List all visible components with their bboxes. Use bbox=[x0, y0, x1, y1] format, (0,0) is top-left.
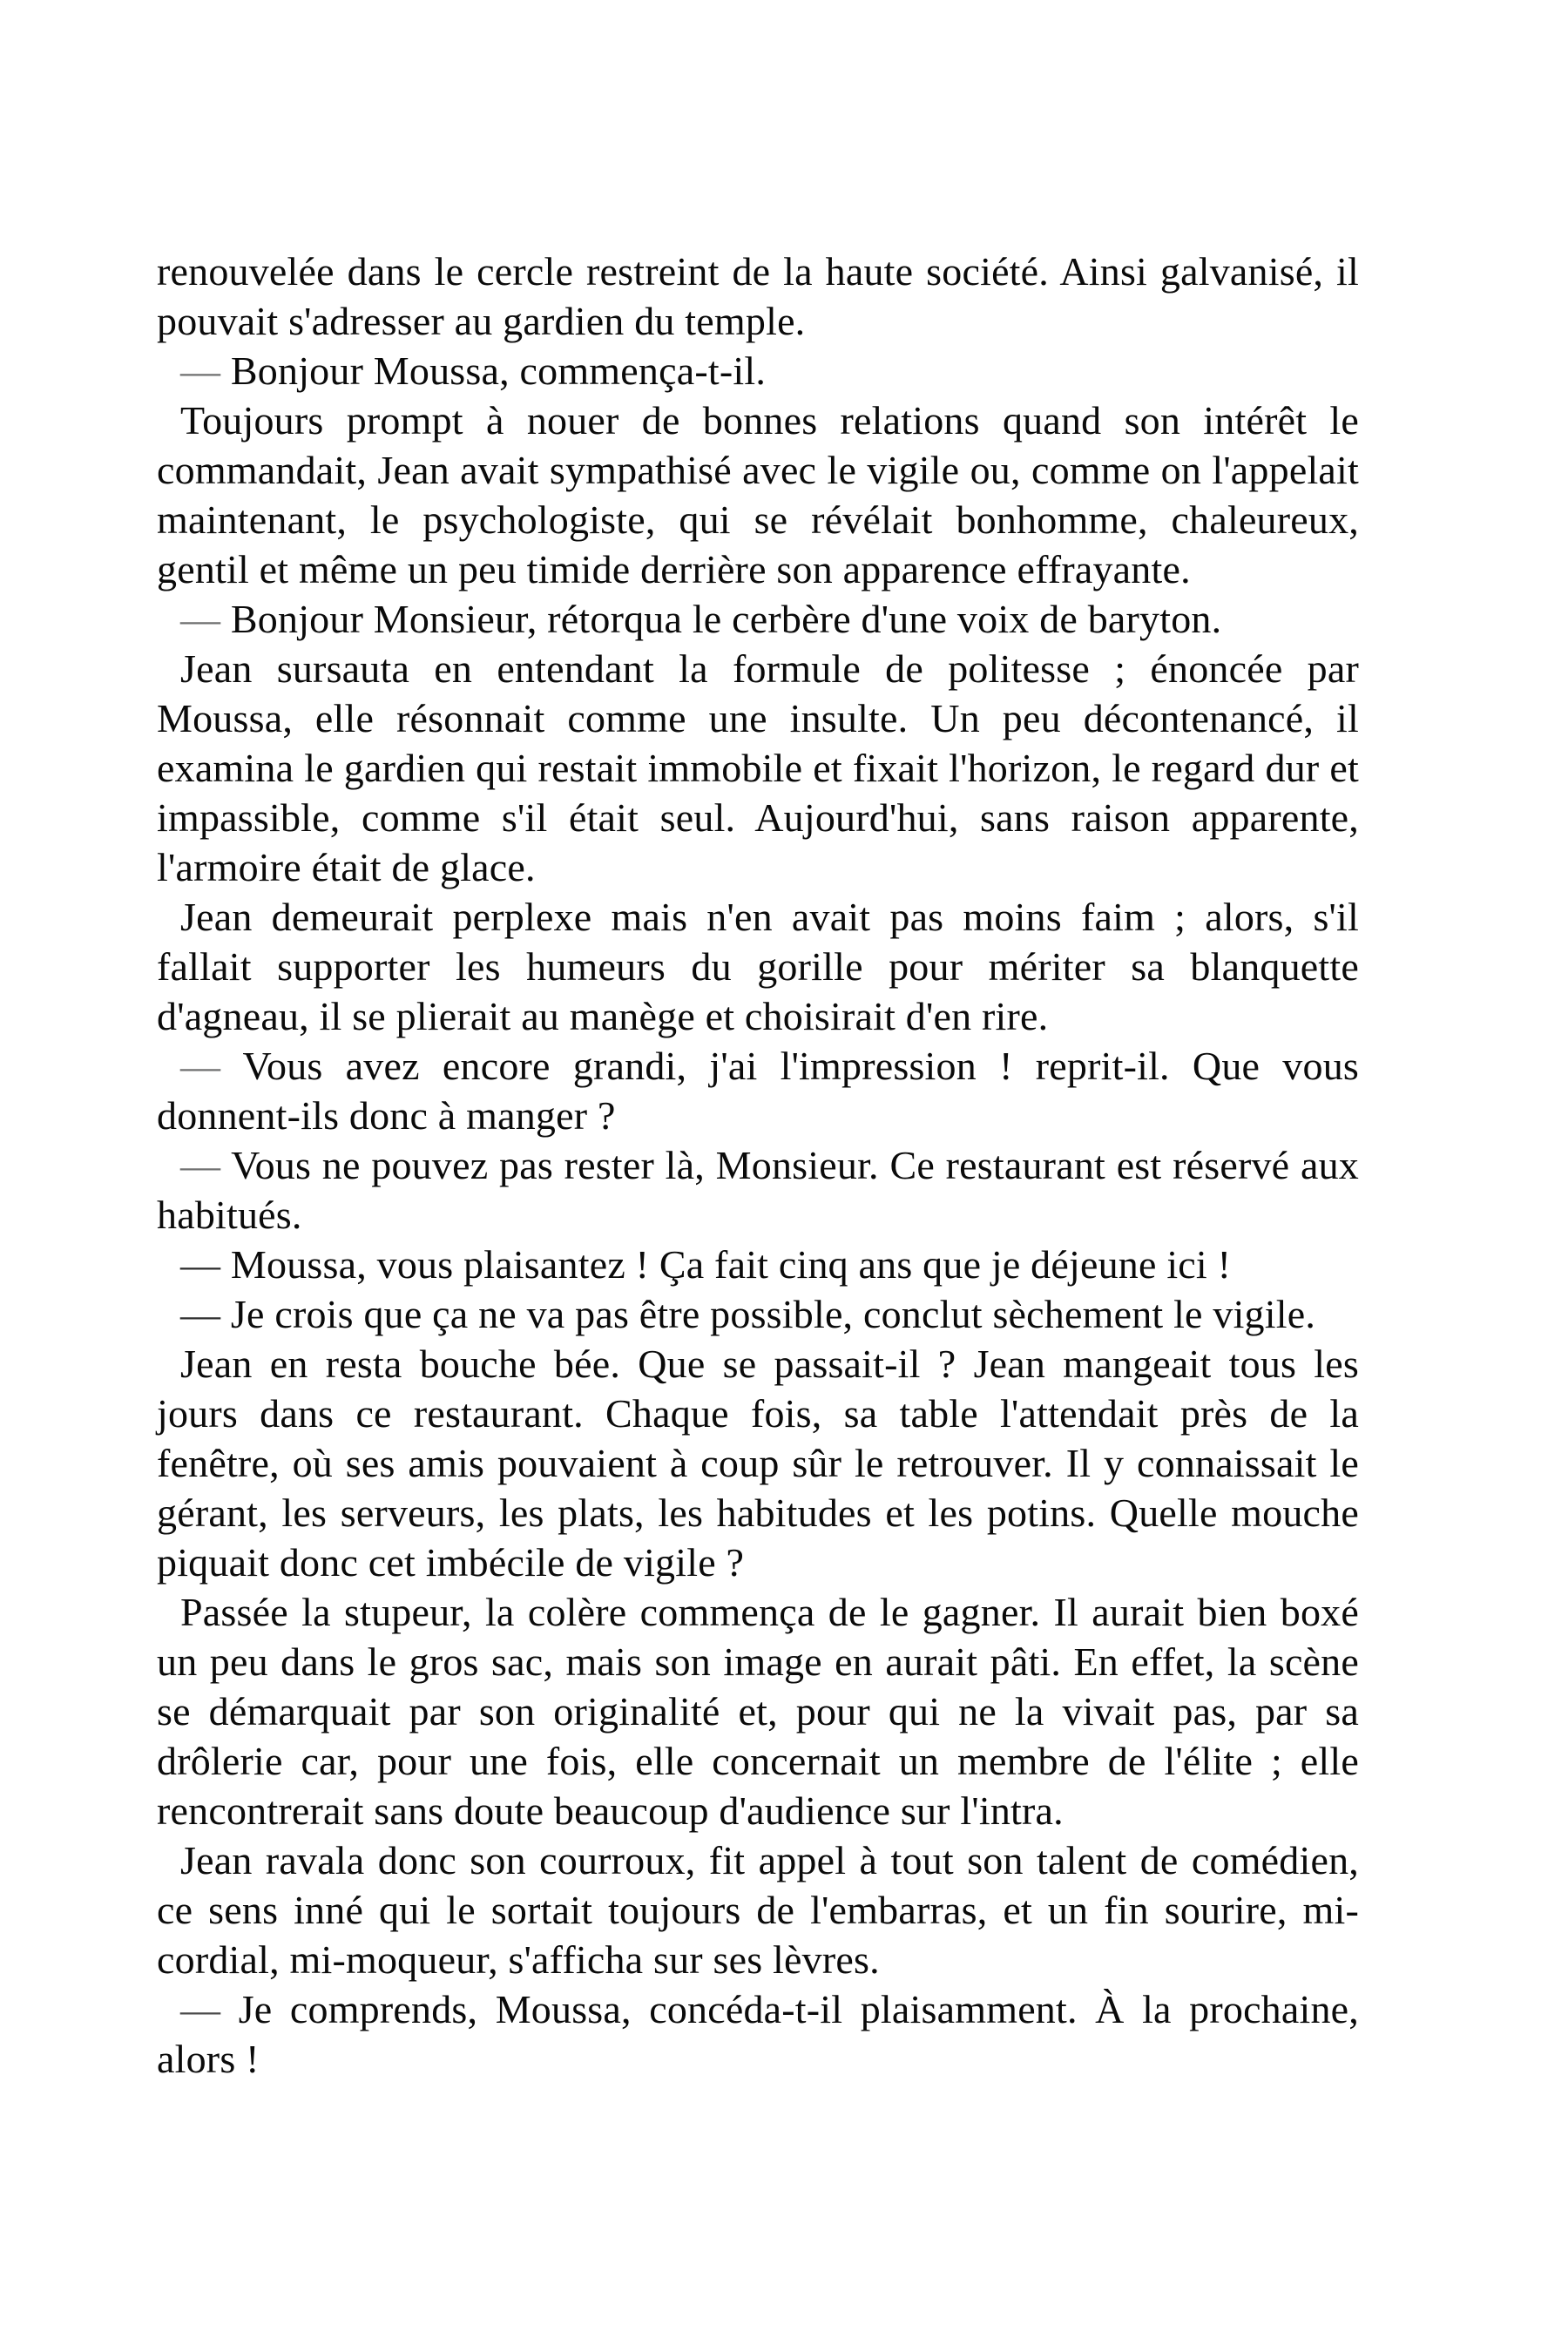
body-text bbox=[157, 247, 1359, 2084]
paragraph-text: Toujours prompt à nouer de bonnes relations quand son intérêt le commandait, Jean avait sympathisé avec le vigile ou, comme on l'appelait maintenant, le psychologiste, qui se révélait bonhomme, chaleureux, gentil et même un peu timide derrière son apparence effrayante. bbox=[157, 398, 1359, 591]
narrative-paragraph bbox=[157, 1587, 1359, 1835]
dialogue-paragraph bbox=[157, 346, 1359, 395]
paragraph-text: Vous avez encore grandi, j'ai l'impression ! reprit-il. Que vous donnent-ils donc à manger ? bbox=[157, 1044, 1359, 1138]
paragraph-text: Bonjour Moussa, commença-t-il. bbox=[230, 348, 767, 393]
paragraph-text: Vous ne pouvez pas rester là, Monsieur. Ce restaurant est réservé aux habitués. bbox=[157, 1143, 1359, 1237]
narrative-paragraph bbox=[157, 1835, 1359, 1984]
paragraph-text: Moussa, vous plaisantez ! Ça fait cinq ans que je déjeune ici ! bbox=[230, 1242, 1232, 1287]
dialogue-paragraph bbox=[157, 1984, 1359, 2084]
dialogue-dash: — bbox=[180, 1987, 221, 2031]
paragraph-text: renouvelée dans le cercle restreint de la haute société. Ainsi galvanisé, il pouvait s'adresser au gardien du temple. bbox=[157, 249, 1359, 343]
narrative-paragraph bbox=[157, 1339, 1359, 1587]
narrative-paragraph bbox=[157, 892, 1359, 1041]
dialogue-dash: — bbox=[180, 1044, 221, 1088]
narrative-paragraph bbox=[157, 644, 1359, 892]
dialogue-dash: — bbox=[180, 597, 221, 641]
narrative-paragraph bbox=[157, 247, 1359, 346]
dialogue-paragraph bbox=[157, 1240, 1359, 1289]
dialogue-dash: — bbox=[180, 1242, 221, 1287]
dialogue-paragraph bbox=[157, 1140, 1359, 1240]
paragraph-text: Bonjour Monsieur, rétorqua le cerbère d'une voix de baryton. bbox=[230, 597, 1222, 641]
paragraph-text: Passée la stupeur, la colère commença de le gagner. Il aurait bien boxé un peu dans le gros sac, mais son image en aurait pâti. En effet, la scène se démarquait par son originalité et, pour qui ne la vivait pas, par sa drôlerie car, pour une fois, elle concernait un membre de l'élite ; elle rencontrerait sans doute beaucoup d'audience sur l'intra. bbox=[157, 1590, 1359, 1833]
paragraph-text: Je comprends, Moussa, concéda-t-il plaisamment. À la prochaine, alors ! bbox=[157, 1987, 1359, 2081]
dialogue-paragraph bbox=[157, 1289, 1359, 1339]
dialogue-dash: — bbox=[180, 1143, 221, 1187]
paragraph-text: Jean ravala donc son courroux, fit appel à tout son talent de comédien, ce sens inné qui le sortait toujours de l'embarras, et un fin sourire, mi-cordial, mi-moqueur, s'afficha sur ses lèvres. bbox=[157, 1838, 1359, 1982]
paragraph-text: Je crois que ça ne va pas être possible, conclut sèchement le vigile. bbox=[230, 1292, 1316, 1336]
paragraph-text: Jean demeurait perplexe mais n'en avait pas moins faim ; alors, s'il fallait supporter les humeurs du gorille pour mériter sa blanquette d'agneau, il se plierait au manège et choisirait d'en rire. bbox=[157, 895, 1359, 1038]
dialogue-dash: — bbox=[180, 348, 221, 393]
paragraph-text: Jean sursauta en entendant la formule de politesse ; énoncée par Moussa, elle résonnait comme une insulte. Un peu décontenancé, il examina le gardien qui restait immobile et fixait l'horizon, le regard dur et impassible, comme s'il était seul. Aujourd'hui, sans raison apparente, l'armoire était de glace. bbox=[157, 646, 1359, 889]
dialogue-paragraph bbox=[157, 1041, 1359, 1140]
narrative-paragraph bbox=[157, 395, 1359, 594]
dialogue-paragraph bbox=[157, 594, 1359, 644]
dialogue-dash: — bbox=[180, 1292, 221, 1336]
paragraph-text: Jean en resta bouche bée. Que se passait-il ? Jean mangeait tous les jours dans ce restaurant. Chaque fois, sa table l'attendait près de la fenêtre, où ses amis pouvaient à coup sûr le retrouver. Il y connaissait le gérant, les serveurs, les plats, les habitudes et les potins. Quelle mouche piquait donc cet imbécile de vigile ? bbox=[157, 1342, 1359, 1585]
